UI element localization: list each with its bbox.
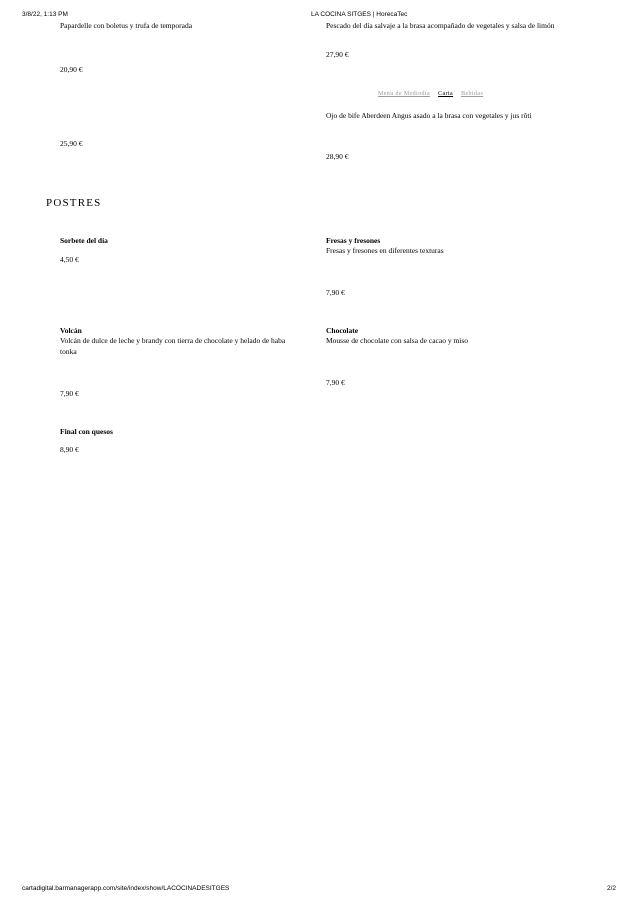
- postre-name-volcan: Volcán: [60, 326, 82, 335]
- item-price-papardelle: 20,90 €: [60, 65, 83, 74]
- postre-price-volcan: 7,90 €: [60, 389, 79, 398]
- item-name-papardelle: Papardelle con boletus y trufa de temporada: [60, 21, 193, 30]
- print-datetime: 3/8/22, 1:13 PM: [22, 11, 68, 18]
- item-price: 25,90 €: [60, 139, 83, 148]
- postre-desc-chocolate: Mousse de chocolate con salsa de cacao y miso: [326, 336, 469, 345]
- section-title-postres: POSTRES: [46, 197, 102, 209]
- item-price-pescado: 27,90 €: [326, 50, 349, 59]
- item-name-ojo-de-bife: Ojo de bife Aberdeen Angus asado a la brasa con vegetales y jus rôti: [326, 111, 532, 120]
- item-name-pescado: Pescado del día salvaje a la brasa acompañado de vegetales y salsa de limón: [326, 21, 555, 30]
- print-page-title: LA COCINA SITGES | HorecaTec: [311, 11, 408, 18]
- item-price-ojo-de-bife: 28,90 €: [326, 152, 349, 161]
- postre-name-fresas: Fresas y fresones: [326, 236, 381, 245]
- tab-menu-mediodia[interactable]: Menú de Mediodía: [378, 91, 431, 97]
- postre-price-chocolate: 7,90 €: [326, 378, 345, 387]
- postre-price-fresas: 7,90 €: [326, 288, 345, 297]
- tab-carta[interactable]: Carta: [438, 91, 454, 97]
- print-page-number: 2/2: [607, 885, 617, 892]
- postre-price-sorbete: 4,50 €: [60, 255, 79, 264]
- postre-name-final-quesos: Final con quesos: [60, 427, 113, 436]
- postre-desc-volcan: Volcán de dulce de leche y brandy con tierra de chocolate y helado de haba tonka: [60, 336, 286, 356]
- postre-desc-fresas: Fresas y fresones en diferentes texturas: [326, 246, 444, 255]
- postre-price-final-quesos: 8,90 €: [60, 445, 79, 454]
- tab-bebidas[interactable]: Bebidas: [461, 91, 484, 97]
- postre-name-sorbete: Sorbete del día: [60, 236, 108, 245]
- print-url: cartadigital.barmanagerapp.com/site/index/show/LACOCINADESITGES: [22, 885, 230, 892]
- menu-tabs: [378, 90, 491, 98]
- postre-name-chocolate: Chocolate: [326, 326, 359, 335]
